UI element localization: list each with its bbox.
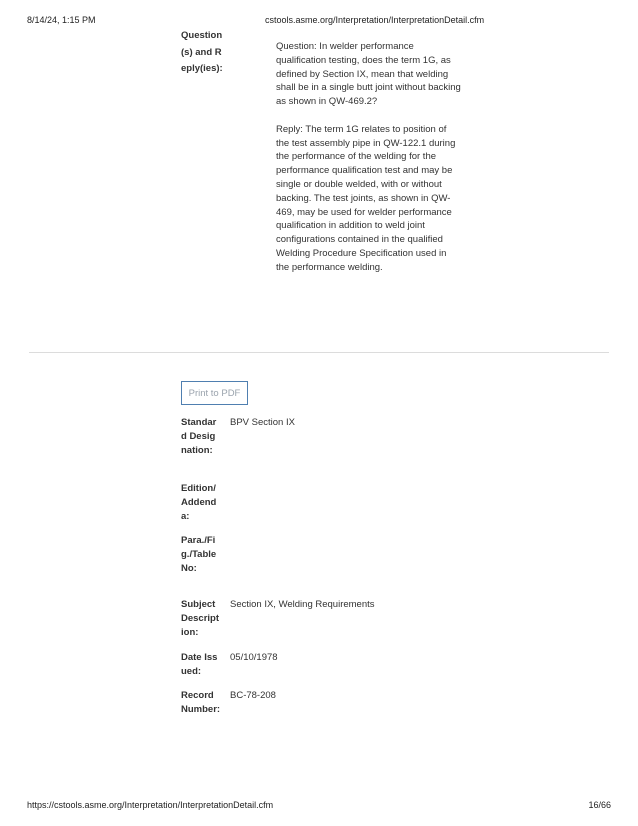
print-datetime: 8/14/24, 1:15 PM <box>27 15 96 25</box>
qa-text <box>276 40 461 275</box>
reply-text: Reply: The term 1G relates to position of the test assembly pipe in QW-122.1 during the performance of the welding for the performance qualification test and may be single or double welded, with or without backing. The test joints, as shown in QW-469, may be used for welder performance qualification in addition to weld joint configurations contained in the qualified Welding Procedure Specification used in the performance welding. <box>276 123 456 273</box>
print-header-url: cstools.asme.org/Interpretation/InterpretationDetail.cfm <box>265 15 485 25</box>
edition-addenda-label: Edition/Addenda: <box>181 483 217 522</box>
date-issued-value: 05/10/1978 <box>230 652 278 663</box>
print-to-pdf-button[interactable]: Print to PDF <box>181 381 248 405</box>
question-text: Question: In welder performance qualification testing, does the term 1G, as defined by Section IX, mean that welding shall be in a single butt joint without backing as shown in QW-469.2? <box>276 41 461 108</box>
print-footer-url: https://cstools.asme.org/Interpretation/InterpretationDetail.cfm <box>27 800 274 810</box>
date-issued-label: Date Issued: <box>181 652 218 677</box>
record-number-value: BC-78-208 <box>230 690 276 701</box>
record-number-label: Record Number: <box>181 690 221 715</box>
page-number: 16/66 <box>588 800 611 810</box>
subject-description-value: Section IX, Welding Requirements <box>230 599 375 610</box>
qa-label: Question(s) and Reply(ies): <box>181 30 223 74</box>
subject-description-label: Subject Description: <box>181 599 220 638</box>
standard-designation-label: Standard Designation: <box>181 417 217 456</box>
para-fig-table-label: Para./Fig./Table No: <box>181 535 217 574</box>
section-divider <box>29 352 609 353</box>
standard-designation-value: BPV Section IX <box>230 417 295 428</box>
